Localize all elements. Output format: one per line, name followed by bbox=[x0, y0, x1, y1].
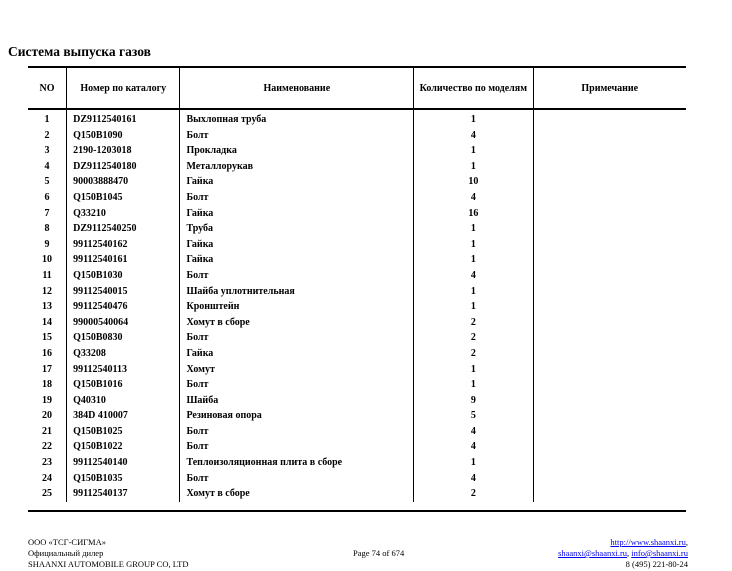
table-row bbox=[28, 377, 686, 393]
row-quantity: 1 bbox=[414, 143, 533, 159]
row-no: 5 bbox=[28, 174, 67, 190]
row-quantity: 4 bbox=[414, 268, 533, 284]
row-catalog-number: 99000540064 bbox=[67, 315, 180, 331]
row-note bbox=[533, 268, 686, 284]
row-catalog-number: Q150B1030 bbox=[67, 268, 180, 284]
row-no: 22 bbox=[28, 439, 67, 455]
table-row bbox=[28, 268, 686, 284]
table-row bbox=[28, 393, 686, 409]
table-row bbox=[28, 159, 686, 175]
row-quantity: 4 bbox=[414, 190, 533, 206]
page-title: Система выпуска газов bbox=[8, 44, 151, 59]
row-name: Гайка bbox=[180, 252, 414, 268]
row-no: 11 bbox=[28, 268, 67, 284]
row-no: 20 bbox=[28, 408, 67, 424]
row-quantity: 2 bbox=[414, 330, 533, 346]
row-name: Шайба bbox=[180, 393, 414, 409]
row-name: Шайба уплотнительная bbox=[180, 284, 414, 300]
table-row bbox=[28, 221, 686, 237]
row-name: Болт bbox=[180, 268, 414, 284]
row-no: 10 bbox=[28, 252, 67, 268]
row-no: 2 bbox=[28, 128, 67, 144]
footer-company: ООО «ТСГ-СИГМА» bbox=[28, 537, 106, 547]
row-note bbox=[533, 206, 686, 222]
row-name: Гайка bbox=[180, 237, 414, 253]
row-catalog-number: 99112540140 bbox=[67, 455, 180, 471]
row-note bbox=[533, 143, 686, 159]
row-name: Прокладка bbox=[180, 143, 414, 159]
footer-manufacturer: SHAANXI AUTOMOBILE GROUP CO, LTD bbox=[28, 559, 189, 569]
row-no: 1 bbox=[28, 109, 67, 128]
table-row bbox=[28, 109, 686, 128]
header-note: Примечание bbox=[533, 68, 686, 109]
row-no: 12 bbox=[28, 284, 67, 300]
table-row bbox=[28, 143, 686, 159]
row-note bbox=[533, 174, 686, 190]
footer-dealer: Официальный дилер bbox=[28, 548, 104, 558]
row-name: Гайка bbox=[180, 206, 414, 222]
table-row bbox=[28, 455, 686, 471]
email-link-2[interactable]: info@shaanxi.ru bbox=[631, 548, 688, 558]
row-catalog-number: 99112540476 bbox=[67, 299, 180, 315]
row-no: 19 bbox=[28, 393, 67, 409]
table-row bbox=[28, 174, 686, 190]
row-no: 17 bbox=[28, 362, 67, 378]
row-name: Кронштейн bbox=[180, 299, 414, 315]
row-catalog-number: Q150B1016 bbox=[67, 377, 180, 393]
footer-company-info bbox=[28, 537, 189, 570]
table-row bbox=[28, 299, 686, 315]
row-catalog-number: Q40310 bbox=[67, 393, 180, 409]
table-row bbox=[28, 439, 686, 455]
row-quantity: 5 bbox=[414, 408, 533, 424]
row-no: 15 bbox=[28, 330, 67, 346]
row-name: Хомут в сборе bbox=[180, 486, 414, 502]
table-row bbox=[28, 330, 686, 346]
row-name: Гайка bbox=[180, 174, 414, 190]
row-no: 14 bbox=[28, 315, 67, 331]
row-note bbox=[533, 393, 686, 409]
table-row bbox=[28, 346, 686, 362]
row-quantity: 1 bbox=[414, 252, 533, 268]
row-catalog-number: DZ9112540250 bbox=[67, 221, 180, 237]
row-note bbox=[533, 284, 686, 300]
row-note bbox=[533, 128, 686, 144]
row-quantity: 4 bbox=[414, 424, 533, 440]
row-name: Гайка bbox=[180, 346, 414, 362]
row-catalog-number: Q150B1025 bbox=[67, 424, 180, 440]
row-name: Резиновая опора bbox=[180, 408, 414, 424]
row-catalog-number: Q33210 bbox=[67, 206, 180, 222]
row-quantity: 1 bbox=[414, 362, 533, 378]
email-link-1[interactable]: shaanxi@shaanxi.ru bbox=[558, 548, 628, 558]
table-row bbox=[28, 128, 686, 144]
table-row bbox=[28, 471, 686, 487]
row-catalog-number: 384D 410007 bbox=[67, 408, 180, 424]
row-catalog-number: 99112540015 bbox=[67, 284, 180, 300]
parts-table bbox=[28, 66, 686, 512]
header-quantity: Количество по моделям bbox=[414, 68, 533, 109]
row-no: 25 bbox=[28, 486, 67, 502]
table-row bbox=[28, 237, 686, 253]
row-catalog-number: 99112540161 bbox=[67, 252, 180, 268]
table-row bbox=[28, 408, 686, 424]
row-catalog-number: Q150B1045 bbox=[67, 190, 180, 206]
row-quantity: 4 bbox=[414, 471, 533, 487]
row-no: 6 bbox=[28, 190, 67, 206]
row-catalog-number: DZ9112540161 bbox=[67, 109, 180, 128]
row-quantity: 2 bbox=[414, 346, 533, 362]
table-row bbox=[28, 362, 686, 378]
row-quantity: 1 bbox=[414, 237, 533, 253]
row-no: 7 bbox=[28, 206, 67, 222]
row-catalog-number: Q150B1022 bbox=[67, 439, 180, 455]
table-row bbox=[28, 486, 686, 502]
row-note bbox=[533, 252, 686, 268]
row-note bbox=[533, 471, 686, 487]
table-row bbox=[28, 206, 686, 222]
row-note bbox=[533, 190, 686, 206]
row-name: Теплоизоляционная плита в сборе bbox=[180, 455, 414, 471]
row-note bbox=[533, 455, 686, 471]
website-link[interactable]: http://www.shaanxi.ru bbox=[610, 537, 686, 547]
row-name: Болт bbox=[180, 377, 414, 393]
row-no: 18 bbox=[28, 377, 67, 393]
table-header-row bbox=[28, 68, 686, 109]
row-note bbox=[533, 330, 686, 346]
row-name: Болт bbox=[180, 330, 414, 346]
footer-contacts: http://www.shaanxi.ru, shaanxi@shaanxi.ru, info@shaanxi.ru 8 (495) 221-80-24 bbox=[558, 537, 688, 569]
row-quantity: 1 bbox=[414, 284, 533, 300]
row-catalog-number: Q150B1035 bbox=[67, 471, 180, 487]
row-name: Хомут в сборе bbox=[180, 315, 414, 331]
row-name: Болт bbox=[180, 471, 414, 487]
row-name: Болт bbox=[180, 128, 414, 144]
row-note bbox=[533, 159, 686, 175]
footer-phone: 8 (495) 221-80-24 bbox=[625, 559, 688, 569]
row-catalog-number: 99112540137 bbox=[67, 486, 180, 502]
row-quantity: 4 bbox=[414, 128, 533, 144]
row-note bbox=[533, 424, 686, 440]
row-no: 23 bbox=[28, 455, 67, 471]
row-quantity: 16 bbox=[414, 206, 533, 222]
row-catalog-number: 99112540113 bbox=[67, 362, 180, 378]
row-quantity: 1 bbox=[414, 109, 533, 128]
row-note bbox=[533, 377, 686, 393]
table-row bbox=[28, 252, 686, 268]
row-note bbox=[533, 221, 686, 237]
row-catalog-number: 90003888470 bbox=[67, 174, 180, 190]
row-quantity: 1 bbox=[414, 455, 533, 471]
row-note bbox=[533, 315, 686, 331]
row-name: Болт bbox=[180, 424, 414, 440]
row-note bbox=[533, 486, 686, 502]
row-catalog-number: Q150B0830 bbox=[67, 330, 180, 346]
row-name: Выхлопная труба bbox=[180, 109, 414, 128]
row-quantity: 1 bbox=[414, 299, 533, 315]
row-note bbox=[533, 346, 686, 362]
header-catalog-number: Номер по каталогу bbox=[67, 68, 180, 109]
row-catalog-number: DZ9112540180 bbox=[67, 159, 180, 175]
table-row bbox=[28, 190, 686, 206]
row-no: 21 bbox=[28, 424, 67, 440]
row-quantity: 9 bbox=[414, 393, 533, 409]
header-name: Наименование bbox=[180, 68, 414, 109]
row-note bbox=[533, 439, 686, 455]
row-note bbox=[533, 299, 686, 315]
row-name: Металлорукав bbox=[180, 159, 414, 175]
row-catalog-number: 99112540162 bbox=[67, 237, 180, 253]
row-no: 16 bbox=[28, 346, 67, 362]
row-name: Труба bbox=[180, 221, 414, 237]
row-note bbox=[533, 109, 686, 128]
table-row bbox=[28, 424, 686, 440]
row-name: Болт bbox=[180, 190, 414, 206]
row-quantity: 1 bbox=[414, 221, 533, 237]
row-catalog-number: 2190-1203018 bbox=[67, 143, 180, 159]
row-no: 24 bbox=[28, 471, 67, 487]
table-row bbox=[28, 284, 686, 300]
row-no: 3 bbox=[28, 143, 67, 159]
row-note bbox=[533, 408, 686, 424]
row-quantity: 1 bbox=[414, 159, 533, 175]
row-catalog-number: Q33208 bbox=[67, 346, 180, 362]
row-note bbox=[533, 237, 686, 253]
row-note bbox=[533, 362, 686, 378]
row-no: 4 bbox=[28, 159, 67, 175]
row-no: 9 bbox=[28, 237, 67, 253]
row-catalog-number: Q150B1090 bbox=[67, 128, 180, 144]
row-quantity: 10 bbox=[414, 174, 533, 190]
row-name: Болт bbox=[180, 439, 414, 455]
row-name: Хомут bbox=[180, 362, 414, 378]
row-quantity: 1 bbox=[414, 377, 533, 393]
header-no: NO bbox=[28, 68, 67, 109]
row-quantity: 4 bbox=[414, 439, 533, 455]
row-quantity: 2 bbox=[414, 486, 533, 502]
row-quantity: 2 bbox=[414, 315, 533, 331]
row-no: 13 bbox=[28, 299, 67, 315]
table-row bbox=[28, 315, 686, 331]
footer-page-number: Page 74 of 674 bbox=[353, 548, 405, 558]
row-no: 8 bbox=[28, 221, 67, 237]
